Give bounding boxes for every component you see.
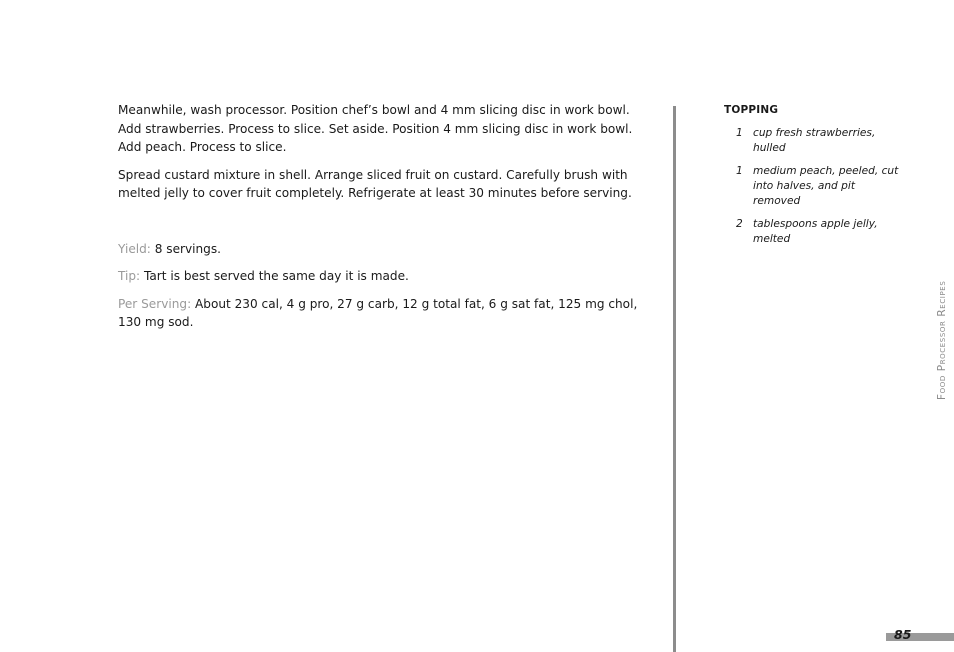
ingredient-quantity: 1 [736,165,743,177]
ingredient-description: medium peach, peeled, cut into halves, and pit removed [753,165,899,207]
yield-label: Yield: [118,241,151,256]
instruction-paragraph-1: Meanwhile, wash processor. Position chef’s bowl and 4 mm slicing disc in work bowl. Add strawberries. Process to slice. Set aside. Position 4 mm slicing disc in work bowl. Add peach. Process to slice. [118,103,633,154]
yield-note [118,240,638,259]
tip-note [118,267,638,286]
yield-text: 8 servings. [154,241,221,256]
tip-label: Tip: [118,269,141,283]
page-number: 85 [894,627,912,642]
ingredient-item [724,164,914,209]
recipe-notes [118,240,638,332]
ingredient-quantity: 1 [736,127,743,139]
per-serving-label: Per Serving: [118,296,192,311]
running-head: Food Processor Recipes [936,280,948,400]
ingredient-description: tablespoons apple jelly, melted [753,218,878,245]
instruction-paragraph-2: Spread custard mixture in shell. Arrange sliced fruit on custard. Carefully brush with melted jelly to cover fruit completely. Refrigerate at least 30 minutes before serving. [118,167,632,200]
ingredient-quantity: 2 [736,218,743,230]
column-divider [673,106,676,652]
ingredient-item [724,217,914,247]
ingredient-description: cup fresh strawberries, hulled [753,127,876,154]
ingredient-sidebar [724,103,914,255]
sidebar-heading: TOPPING [724,104,779,116]
tip-text: Tart is best served the same day it is made. [144,269,409,283]
recipe-instructions [118,101,638,341]
per-serving-note [118,295,638,332]
ingredient-item [724,126,914,156]
per-serving-text: About 230 cal, 4 g pro, 27 g carb, 12 g total fat, 6 g sat fat, 125 mg chol, 130 mg sod. [118,296,638,329]
